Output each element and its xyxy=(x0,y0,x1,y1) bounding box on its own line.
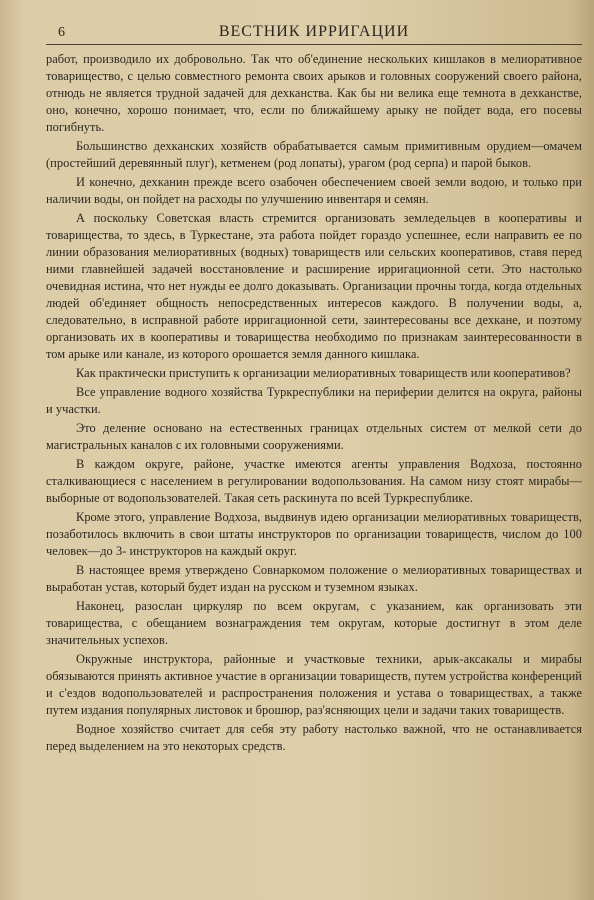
page-number: 6 xyxy=(58,25,65,40)
page-header xyxy=(46,22,582,45)
paragraph: Все управление водного хозяйства Туркреспублики на периферии делится на округа, районы и участки. xyxy=(46,385,582,416)
paragraph: И конечно, дехканин прежде всего озабочен обеспечением своей земли водою, и только при наличии воды, он пойдет на расходы по улучшению инвентаря и семян. xyxy=(46,175,582,206)
paragraph: Водное хозяйство считает для себя эту работу настолько важной, что не останавливается перед выделением на это некоторых средств. xyxy=(46,722,582,753)
paragraph: Большинство дехканских хозяйств обрабатывается самым примитивным орудием—омачем (простейший деревянный плуг), кетменем (род лопаты), урагом (род серпа) и парой быков. xyxy=(46,139,582,170)
journal-title: ВЕСТНИК ИРРИГАЦИИ xyxy=(218,23,410,40)
paragraph: Как практически приступить к организации мелиоративных товариществ или кооперативов? xyxy=(76,366,571,380)
paragraph: Кроме этого, управление Водхоза, выдвинув идею организации мелиоративных товариществ, позаботилось включить в свои штаты инструкторов по организации товариществ, числом до 100 человек—до 3- инструкторов на каждый округ. xyxy=(46,510,582,558)
paragraph: Окружные инструктора, районные и участковые техники, арык-аксакалы и мирабы обязываются принять активное участие в организации товариществ, путем устройства конференций и с'ездов водопользователей и распространения положения и устава о товариществах, а также путем издания популярных листовок и брошюр, раз'ясняющих цели и задачи таких товариществ. xyxy=(46,652,582,717)
article-body xyxy=(46,51,582,755)
paragraph: В каждом округе, районе, участке имеются агенты управления Водхоза, постоянно сталкивающиеся с населением в регулировании водопользования. На самом низу стоят мирабы—выборные от водопользователей. Такая сеть раскинута по всей Туркреспублике. xyxy=(46,457,582,505)
paragraph: работ, производило их добровольно. Так что об'единение нескольких кишлаков в мелиоративное товарищество, с целью совместного ремонта своих арыков и головных сооружений своего района, отнюдь не является трудной задачей для дехканства. Как бы ни велика еще темнота в дехканстве, оно, конечно, хорошо понимает, что, если по ближайшему арыку не пойдет вода, его посевы погибнуть. xyxy=(46,52,582,134)
paragraph: А поскольку Советская власть стремится организовать земледельцев в кооперативы и товарищества, то здесь, в Туркестане, эта работа пойдет гораздо успешнее, если направить ее по линии образования мелиоративных (водных) товариществ или сельских кооперативов, ставя перед ними главнейшей задачей восстановление и расширение ирригационной сети. Это настолько очевидная истина, что нет нужды ее долго доказывать. Организации прочны тогда, когда отдельных людей об'единяет общность непосредственных интересов каждого. В получении воды, а, следовательно, в исправной работе ирригационной сети, заинтересованы все дехкане, и поэтому организовать их в кооперативы и товарищества необходимо по признакам заинтересованности в том арыке или канале, из которого орошается земля данного кишлака. xyxy=(46,211,582,361)
paragraph: Это деление основано на естественных границах отдельных систем от мелкой сети до магистральных каналов с их головными сооружениями. xyxy=(46,421,582,452)
paragraph: Наконец, разослан циркуляр по всем округам, с указанием, как организовать эти товарищества, с обещанием вознаграждения тем округам, которые достигнут в этом деле значительных успехов. xyxy=(46,599,582,647)
paragraph: В настоящее время утверждено Совнаркомом положение о мелиоративных товариществах и выработан устав, который будет издан на русском и туземном языках. xyxy=(46,563,582,594)
